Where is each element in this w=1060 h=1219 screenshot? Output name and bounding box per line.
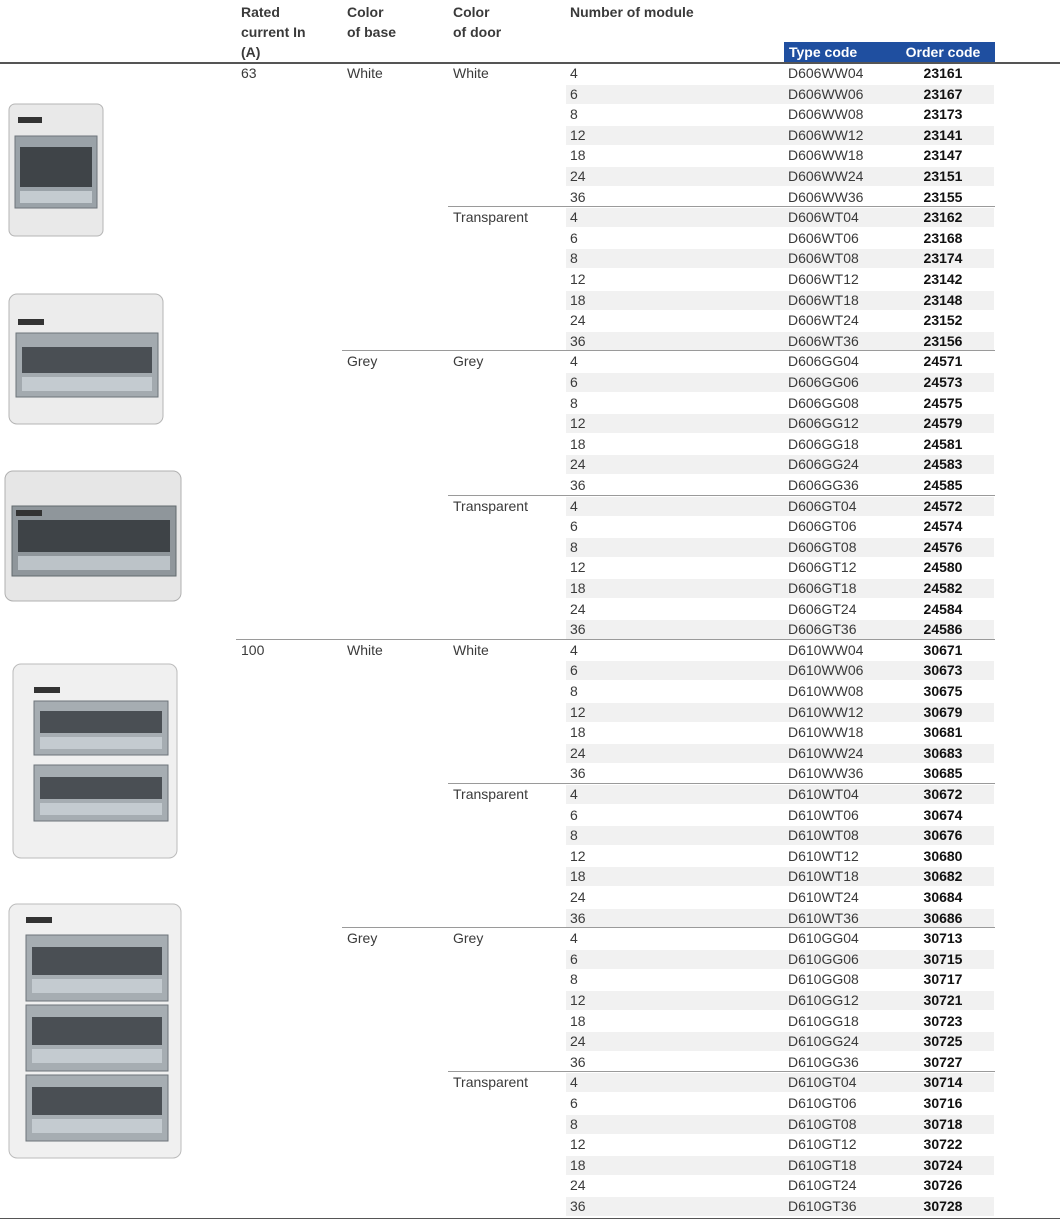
type-code-cell: D606GT36 [788, 621, 857, 638]
type-code-cell: D606WT04 [788, 209, 859, 226]
module-count-cell: 4 [570, 786, 578, 802]
type-code-cell: D610GT24 [788, 1177, 857, 1194]
base-color-cell: Grey [347, 353, 378, 370]
header-rated-current: Rated current In (A) [241, 4, 306, 60]
module-count-cell: 6 [570, 229, 578, 246]
header-modules: Number of module [570, 4, 694, 20]
enclosure-12-module-icon [8, 293, 164, 425]
module-count-cell: 18 [570, 724, 586, 741]
order-code-cell: 30671 [923, 641, 963, 658]
module-count-cell: 24 [570, 889, 586, 905]
base-color-cell: White [347, 65, 383, 81]
type-code-cell: D610GG24 [788, 1033, 859, 1050]
order-code-cell: 24573 [923, 374, 963, 390]
type-code-cell: D606WW04 [788, 65, 864, 81]
door-color-cell: Transparent [453, 209, 528, 226]
enclosure-24-module-icon [12, 663, 178, 859]
module-count-cell: 24 [570, 600, 586, 617]
type-code-cell: D606GT04 [788, 497, 857, 514]
module-count-cell: 8 [570, 250, 578, 267]
order-code-cell: 30681 [923, 724, 963, 741]
module-count-cell: 8 [570, 1115, 578, 1132]
module-count-cell: 36 [570, 188, 586, 205]
order-code-cell: 24579 [923, 415, 963, 432]
header-type-code: Type code [784, 42, 891, 62]
module-count-cell: 8 [570, 538, 578, 555]
order-code-cell: 23147 [923, 147, 963, 164]
order-code-cell: 30723 [923, 1012, 963, 1029]
module-count-cell: 4 [570, 930, 578, 947]
type-code-cell: D610WW24 [788, 744, 864, 761]
order-code-cell: 23155 [923, 188, 963, 205]
type-code-cell: D610GT12 [788, 1136, 857, 1153]
order-code-cell: 23142 [923, 271, 963, 287]
order-code-cell: 30726 [923, 1177, 963, 1194]
module-count-cell: 24 [570, 456, 586, 473]
module-count-cell: 18 [570, 291, 586, 308]
type-code-cell: D606WT06 [788, 229, 859, 246]
enclosure-4-module-icon [8, 103, 104, 237]
module-count-cell: 4 [570, 1074, 578, 1091]
type-code-cell: D610GT04 [788, 1074, 857, 1091]
module-count-cell: 36 [570, 621, 586, 638]
order-code-cell: 23148 [923, 291, 963, 308]
module-count-cell: 18 [570, 1012, 586, 1029]
type-code-cell: D606GG06 [788, 374, 859, 390]
type-code-cell: D606WW24 [788, 168, 864, 184]
door-color-cell: White [453, 65, 489, 81]
order-code-cell: 30683 [923, 744, 963, 761]
module-count-cell: 8 [570, 394, 578, 411]
module-count-cell: 18 [570, 435, 586, 452]
type-code-cell: D610WT08 [788, 827, 859, 844]
type-code-cell: D610GG36 [788, 1053, 859, 1070]
order-code-cell: 30675 [923, 683, 963, 699]
type-code-cell: D610GT08 [788, 1115, 857, 1132]
order-code-cell: 24581 [923, 435, 963, 452]
module-count-cell: 36 [570, 1198, 586, 1214]
type-code-cell: D606GG36 [788, 477, 859, 493]
type-code-cell: D606GT06 [788, 518, 857, 535]
order-code-cell: 30717 [923, 971, 963, 988]
module-count-cell: 18 [570, 868, 586, 885]
door-color-cell: Grey [453, 930, 484, 947]
module-count-cell: 36 [570, 477, 586, 493]
type-code-cell: D610WT04 [788, 786, 859, 802]
order-code-cell: 24571 [923, 353, 963, 370]
order-code-cell: 30686 [923, 909, 963, 926]
order-code-cell: 30728 [923, 1198, 963, 1214]
order-code-cell: 23156 [923, 332, 963, 349]
order-code-cell: 23141 [923, 126, 963, 143]
order-code-cell: 23168 [923, 229, 963, 246]
order-code-cell: 30724 [923, 1156, 963, 1173]
module-count-cell: 24 [570, 168, 586, 184]
rated-current-cell: 100 [241, 641, 265, 658]
type-code-cell: D606WW18 [788, 147, 864, 164]
type-code-cell: D606WW06 [788, 85, 864, 102]
type-code-cell: D606WT24 [788, 312, 859, 329]
type-code-cell: D610WT36 [788, 909, 859, 926]
module-count-cell: 6 [570, 518, 578, 535]
type-code-cell: D610GG08 [788, 971, 859, 988]
type-code-cell: D610GT18 [788, 1156, 857, 1173]
module-count-cell: 12 [570, 703, 586, 720]
order-code-cell: 24575 [923, 394, 963, 411]
type-code-cell: D610WT18 [788, 868, 859, 885]
order-code-cell: 24584 [923, 600, 963, 617]
type-code-cell: D606GG24 [788, 456, 859, 473]
enclosure-36-module-icon [8, 903, 182, 1159]
order-code-cell: 24586 [923, 621, 963, 638]
module-count-cell: 6 [570, 85, 578, 102]
type-code-cell: D610WW08 [788, 683, 864, 699]
module-count-cell: 24 [570, 744, 586, 761]
module-count-cell: 36 [570, 909, 586, 926]
order-code-cell: 30674 [923, 806, 963, 823]
type-code-cell: D606GG12 [788, 415, 859, 432]
type-code-cell: D610WW36 [788, 765, 864, 782]
type-code-cell: D610WT12 [788, 847, 859, 864]
order-code-cell: 23167 [923, 85, 963, 102]
module-count-cell: 8 [570, 971, 578, 988]
type-code-cell: D606WT36 [788, 332, 859, 349]
order-code-cell: 23151 [923, 168, 963, 184]
order-code-cell: 30673 [923, 662, 963, 679]
type-code-cell: D606GG04 [788, 353, 859, 370]
order-code-cell: 24580 [923, 559, 963, 576]
door-color-cell: White [453, 641, 489, 658]
module-count-cell: 4 [570, 65, 578, 81]
module-count-cell: 12 [570, 559, 586, 576]
module-count-cell: 12 [570, 415, 586, 432]
type-code-cell: D606WW08 [788, 106, 864, 123]
order-code-cell: 30685 [923, 765, 963, 782]
module-count-cell: 6 [570, 806, 578, 823]
module-count-cell: 8 [570, 683, 578, 699]
module-count-cell: 6 [570, 950, 578, 967]
module-count-cell: 18 [570, 580, 586, 596]
type-code-cell: D610WW06 [788, 662, 864, 679]
order-code-cell: 30727 [923, 1053, 963, 1070]
door-color-cell: Transparent [453, 786, 528, 802]
module-count-cell: 18 [570, 147, 586, 164]
order-code-cell: 23162 [923, 209, 963, 226]
header-door-color: Color of door [453, 4, 502, 40]
type-code-cell: D610GG04 [788, 930, 859, 947]
module-count-cell: 36 [570, 332, 586, 349]
header-order-code: Order code [891, 42, 995, 62]
order-code-cell: 30718 [923, 1115, 963, 1132]
type-code-cell: D610GG06 [788, 950, 859, 967]
module-count-cell: 36 [570, 1053, 586, 1070]
order-code-cell: 23173 [923, 106, 963, 123]
module-count-cell: 24 [570, 1177, 586, 1194]
type-code-cell: D606GT12 [788, 559, 857, 576]
module-count-cell: 4 [570, 641, 578, 658]
type-code-cell: D606WT12 [788, 271, 859, 287]
type-code-cell: D606GG08 [788, 394, 859, 411]
module-count-cell: 6 [570, 374, 578, 390]
module-count-cell: 12 [570, 126, 586, 143]
order-code-cell: 23174 [923, 250, 963, 267]
type-code-cell: D606WT18 [788, 291, 859, 308]
order-code-cell: 30722 [923, 1136, 963, 1153]
order-code-cell: 30713 [923, 930, 963, 947]
order-code-cell: 24572 [923, 497, 963, 514]
type-code-cell: D606GT24 [788, 600, 857, 617]
order-code-cell: 30715 [923, 950, 963, 967]
door-color-cell: Transparent [453, 1074, 528, 1091]
order-code-cell: 24582 [923, 580, 963, 596]
type-code-cell: D606WW36 [788, 188, 864, 205]
module-count-cell: 18 [570, 1156, 586, 1173]
module-count-cell: 24 [570, 1033, 586, 1050]
type-code-cell: D610WW04 [788, 641, 864, 658]
type-code-cell: D606GT18 [788, 580, 857, 596]
order-code-cell: 23161 [923, 65, 963, 81]
type-code-cell: D606WT08 [788, 250, 859, 267]
module-count-cell: 4 [570, 353, 578, 370]
module-count-cell: 6 [570, 662, 578, 679]
type-code-cell: D610GT06 [788, 1095, 857, 1111]
order-code-cell: 30714 [923, 1074, 963, 1091]
type-code-cell: D606GG18 [788, 435, 859, 452]
order-code-cell: 23152 [923, 312, 963, 329]
type-code-cell: D610WW12 [788, 703, 864, 720]
module-count-cell: 6 [570, 1095, 578, 1111]
type-code-cell: D610WT06 [788, 806, 859, 823]
module-count-cell: 8 [570, 827, 578, 844]
order-code-cell: 30684 [923, 889, 963, 905]
order-code-cell: 30716 [923, 1095, 963, 1111]
type-code-cell: D606WW12 [788, 126, 864, 143]
base-color-cell: White [347, 641, 383, 658]
order-code-cell: 24576 [923, 538, 963, 555]
type-code-cell: D610WT24 [788, 889, 859, 905]
module-count-cell: 36 [570, 765, 586, 782]
module-count-cell: 4 [570, 497, 578, 514]
module-count-cell: 12 [570, 1136, 586, 1153]
rated-current-cell: 63 [241, 65, 257, 81]
module-count-cell: 12 [570, 992, 586, 1008]
order-code-cell: 30679 [923, 703, 963, 720]
type-code-cell: D610GT36 [788, 1198, 857, 1214]
order-code-cell: 30680 [923, 847, 963, 864]
module-count-cell: 24 [570, 312, 586, 329]
door-color-cell: Grey [453, 353, 484, 370]
enclosure-18-module-icon [4, 470, 182, 602]
base-color-cell: Grey [347, 930, 378, 947]
order-code-cell: 24574 [923, 518, 963, 535]
module-count-cell: 4 [570, 209, 578, 226]
module-count-cell: 12 [570, 847, 586, 864]
type-code-cell: D606GT08 [788, 538, 857, 555]
door-color-cell: Transparent [453, 497, 528, 514]
type-code-cell: D610GG12 [788, 992, 859, 1008]
module-count-cell: 8 [570, 106, 578, 123]
order-code-cell: 30721 [923, 992, 963, 1008]
header-base-color: Color of base [347, 4, 397, 40]
order-code-cell: 24585 [923, 477, 963, 493]
order-code-cell: 30682 [923, 868, 963, 885]
module-count-cell: 12 [570, 271, 586, 287]
order-code-cell: 24583 [923, 456, 963, 473]
order-code-cell: 30676 [923, 827, 963, 844]
type-code-cell: D610WW18 [788, 724, 864, 741]
order-code-cell: 30672 [923, 786, 963, 802]
order-code-cell: 30725 [923, 1033, 963, 1050]
type-code-cell: D610GG18 [788, 1012, 859, 1029]
